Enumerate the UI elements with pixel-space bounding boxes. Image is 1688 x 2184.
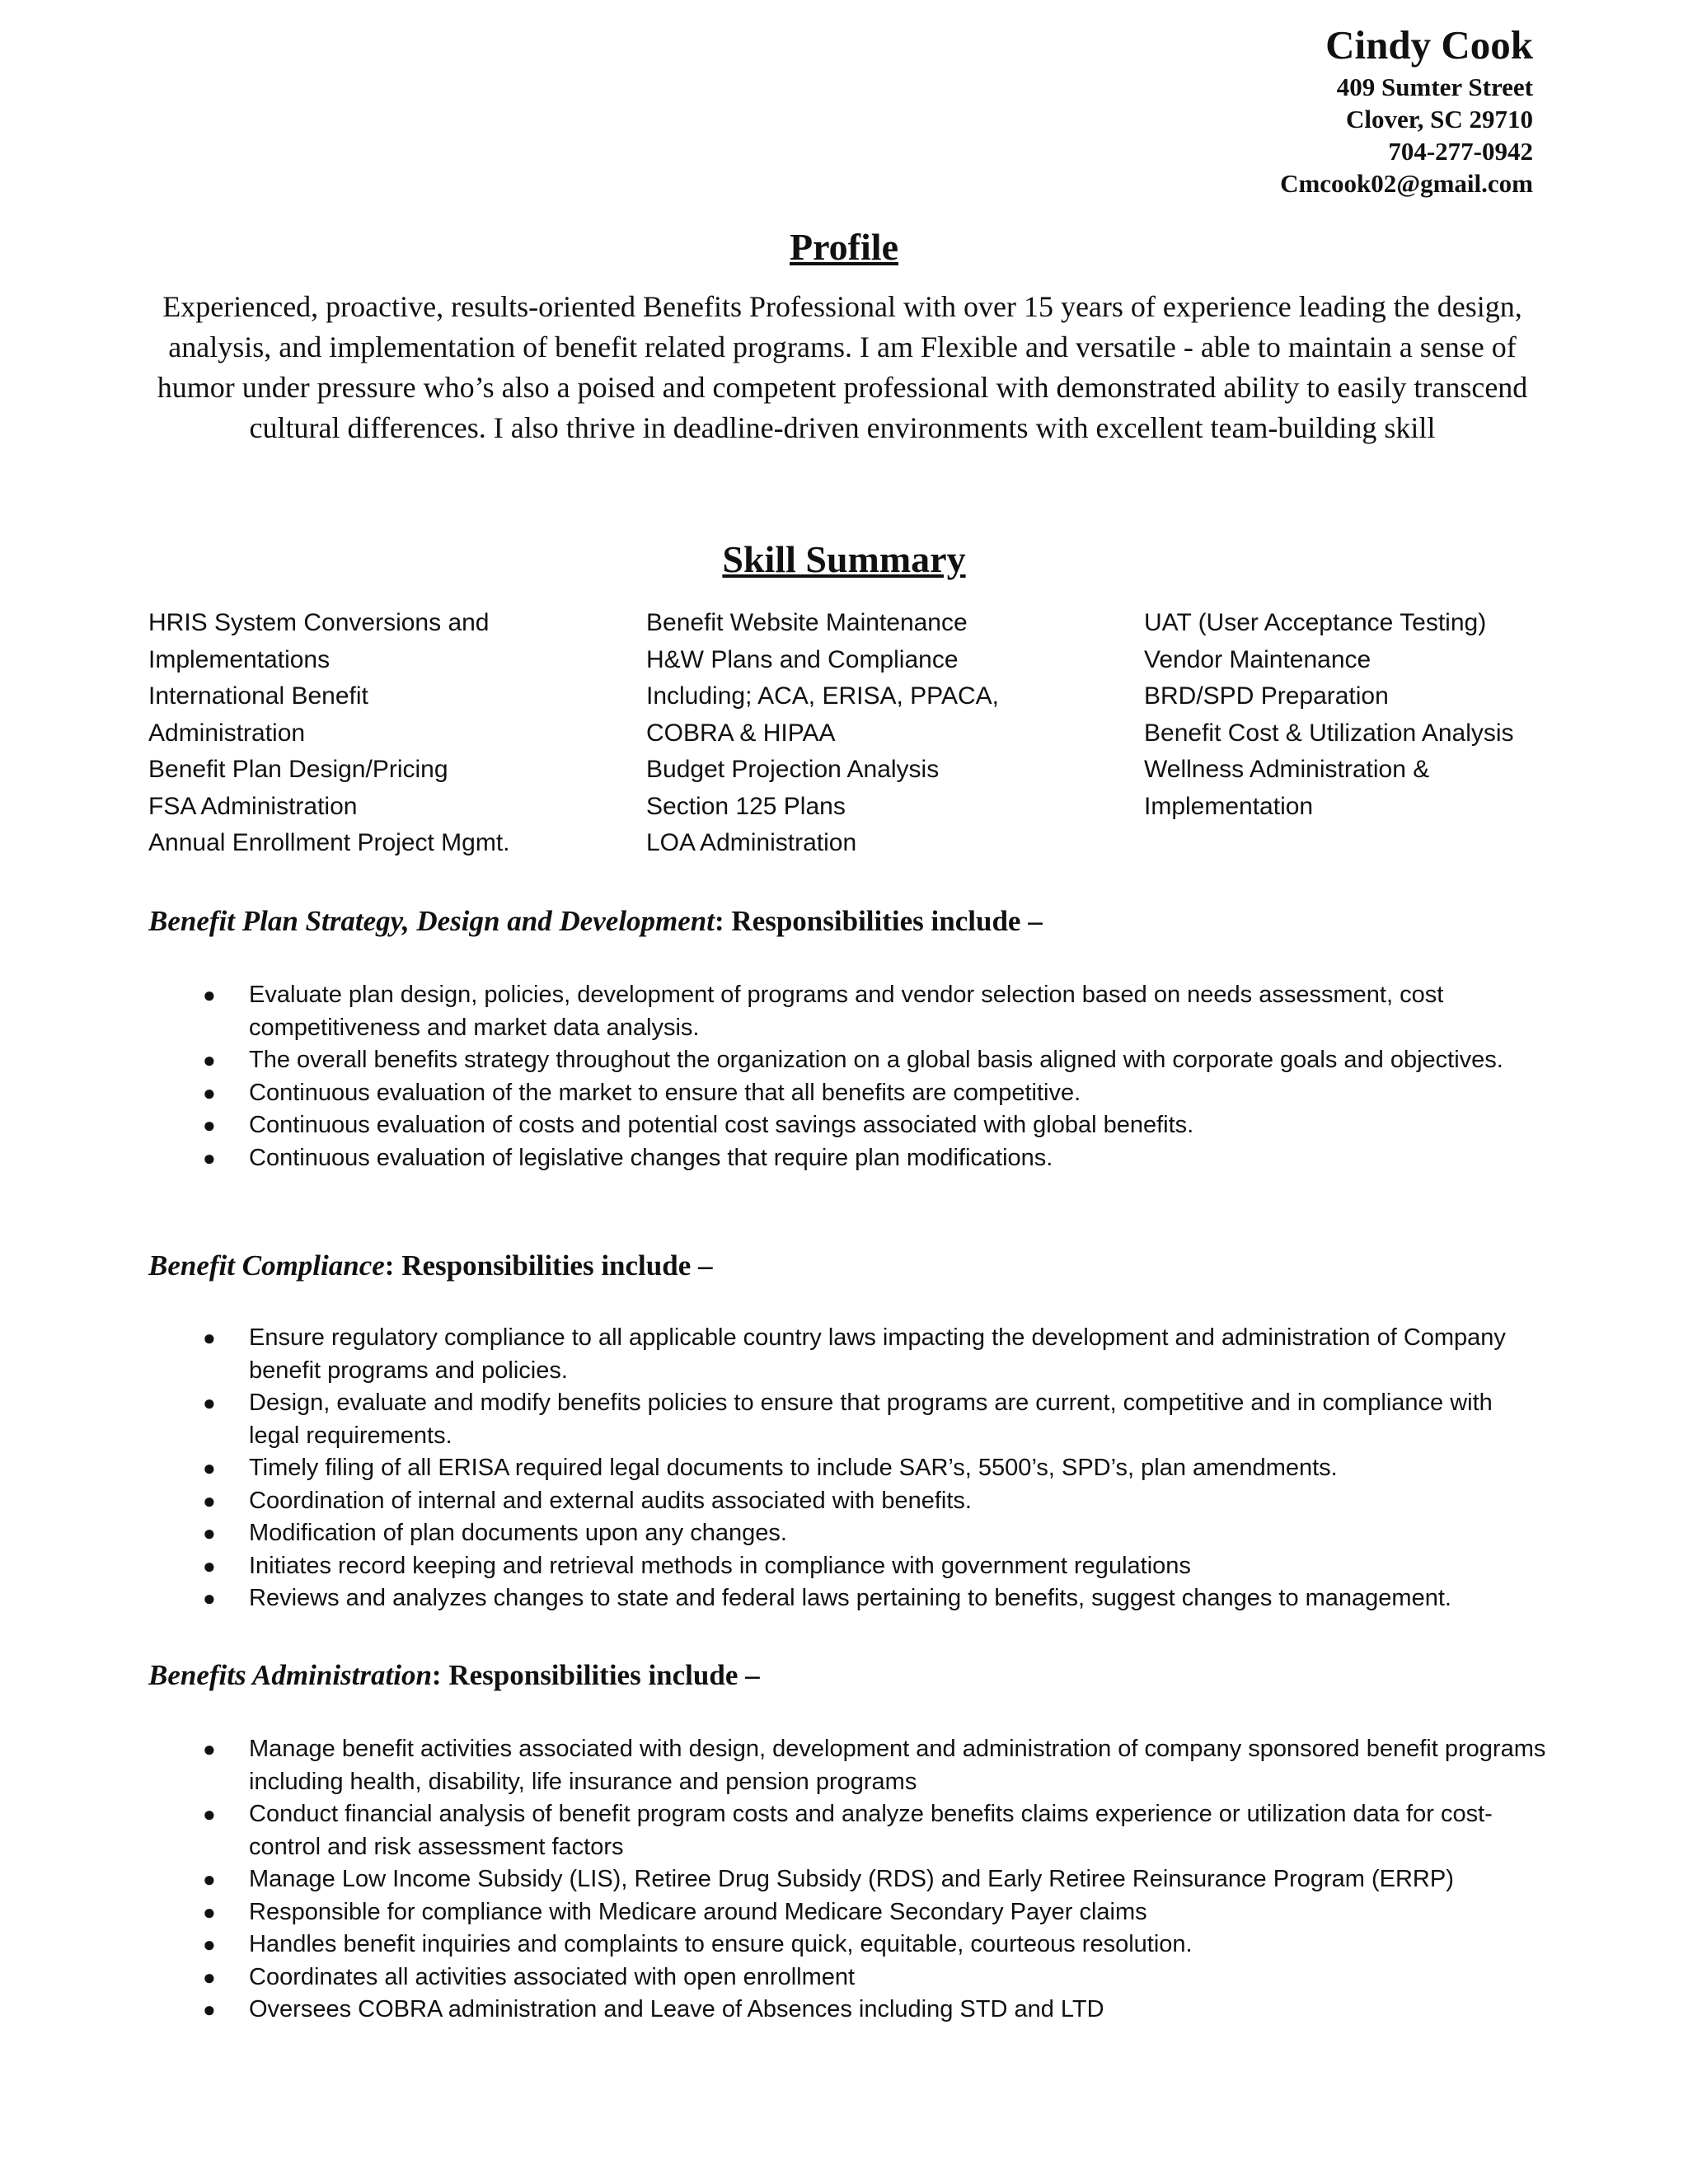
phone-number: 704-277-0942 (1388, 137, 1533, 166)
skill-item: Wellness Administration & (1144, 756, 1430, 783)
skill-item: H&W Plans and Compliance (646, 645, 959, 673)
skill-item: Including; ACA, ERISA, PPACA, (646, 682, 999, 710)
section-title-strategy (148, 903, 1043, 940)
profile-summary: Experienced, proactive, results-oriented Benefits Professional with over 15 years of experience leading the design, analysis, and implementation of benefit related programs. I am Flexible and versatile - able to maintain a sense of humor under pressure who’s also a poised and competent professional with demonstrated ability to easily transcend cultural differences. I also thrive in deadline-driven environments with excellent team-building skill (157, 290, 1528, 444)
list-item-text: Evaluate plan design, policies, development of programs and vendor selection based on needs assessment, cost competitiveness and market data analysis. (249, 982, 1444, 1041)
skill-item: COBRA & HIPAA (646, 719, 836, 747)
list-item (148, 1929, 1550, 1961)
list-item-text: Initiates record keeping and retrieval methods in compliance with government regulations (249, 1552, 1191, 1579)
list-item (148, 1896, 1550, 1929)
section-list-compliance (148, 1322, 1550, 1615)
list-item-text: Coordinates all activities associated with open enrollment (249, 1963, 856, 1990)
bullet-icon: ● (203, 1932, 216, 1957)
bullet-icon: ● (203, 1047, 216, 1072)
skill-item: Annual Enrollment Project Mgmt. (148, 829, 510, 856)
bullet-icon: ● (203, 1325, 216, 1350)
list-item (148, 1994, 1550, 2027)
candidate-name: Cindy Cook (1325, 22, 1533, 68)
list-item (148, 1733, 1550, 1798)
city-state-zip: Clover, SC 29710 (1345, 105, 1533, 134)
list-item (148, 1044, 1550, 1077)
skill-column-2 (646, 605, 999, 862)
list-item (148, 1322, 1550, 1387)
list-item-text: Oversees COBRA administration and Leave of Absences including STD and LTD (249, 1996, 1104, 2022)
email-address: Cmcook02@gmail.com (1280, 169, 1533, 198)
list-item (148, 979, 1550, 1044)
list-item (148, 1142, 1550, 1175)
list-item (148, 1452, 1550, 1485)
bullet-icon: ● (203, 982, 216, 1007)
bullet-icon: ● (203, 1802, 216, 1826)
section-title-compliance (148, 1248, 713, 1284)
list-item-text: Reviews and analyzes changes to state and federal laws pertaining to benefits, suggest changes to management. (249, 1585, 1451, 1611)
section-title-suffix: : Responsibilities include – (715, 905, 1043, 937)
skill-item: UAT (User Acceptance Testing) (1144, 609, 1487, 636)
list-item (148, 1485, 1550, 1518)
skill-item: Vendor Maintenance (1144, 645, 1372, 673)
skill-summary-heading: Skill Summary (722, 538, 966, 580)
list-item (148, 1863, 1550, 1896)
list-item-text: Manage Low Income Subsidy (LIS), Retiree Drug Subsidy (RDS) and Early Retiree Reinsurance Program (ERRP) (249, 1866, 1454, 1892)
list-item-text: Manage benefit activities associated with design, development and administration of company sponsored benefit programs including health, disability, life insurance and pension programs (249, 1736, 1546, 1795)
list-item (148, 1582, 1550, 1615)
section-title-suffix: : Responsibilities include – (431, 1659, 760, 1691)
section-title-text: Benefits Administration (148, 1659, 432, 1691)
contact-block (1280, 20, 1533, 199)
bullet-icon: ● (203, 1145, 216, 1170)
skill-item: Benefit Cost & Utilization Analysis (1144, 719, 1514, 747)
skill-item: International Benefit (148, 682, 368, 710)
section-list-strategy (148, 979, 1550, 1174)
skill-item: Implementations (148, 645, 331, 673)
list-item (148, 1517, 1550, 1550)
bullet-icon: ● (203, 1899, 216, 1924)
section-list-administration (148, 1733, 1550, 2027)
list-item-text: Continuous evaluation of legislative changes that require plan modifications. (249, 1144, 1053, 1171)
bullet-icon: ● (203, 1488, 216, 1513)
bullet-icon: ● (203, 1080, 216, 1105)
skill-item: Budget Projection Analysis (646, 756, 940, 783)
list-item (148, 1387, 1550, 1452)
list-item-text: Ensure regulatory compliance to all applicable country laws impacting the development and administration of Company benefit programs and policies. (249, 1324, 1506, 1384)
skill-item: Implementation (1144, 792, 1314, 820)
bullet-icon: ● (203, 1997, 216, 2022)
skill-item: Benefit Plan Design/Pricing (148, 756, 448, 783)
section-title-suffix: : Responsibilities include – (384, 1249, 713, 1282)
list-item-text: Design, evaluate and modify benefits policies to ensure that programs are current, competitive and in compliance with legal requirements. (249, 1390, 1493, 1449)
list-item-text: Responsible for compliance with Medicare around Medicare Secondary Payer claims (249, 1898, 1147, 1925)
skill-item: BRD/SPD Preparation (1144, 682, 1389, 710)
list-item-text: Timely filing of all ERISA required legal documents to include SAR’s, 5500’s, SPD’s, plan amendments. (249, 1455, 1338, 1481)
list-item-text: Continuous evaluation of the market to ensure that all benefits are competitive. (249, 1079, 1081, 1106)
skill-column-3 (1144, 605, 1514, 825)
list-item (148, 1961, 1550, 1994)
list-item-text: The overall benefits strategy throughout the organization on a global basis aligned with corporate goals and objectives. (249, 1047, 1503, 1073)
skill-item: HRIS System Conversions and (148, 609, 490, 636)
bullet-icon: ● (203, 1113, 216, 1137)
bullet-icon: ● (203, 1455, 216, 1480)
skill-item: Administration (148, 719, 306, 747)
bullet-icon: ● (203, 1964, 216, 1990)
list-item-text: Continuous evaluation of costs and potential cost savings associated with global benefits. (249, 1112, 1194, 1138)
skill-item: Benefit Website Maintenance (646, 609, 968, 636)
list-item-text: Conduct financial analysis of benefit program costs and analyze benefits claims experience or utilization data for cost-control and risk assessment factors (249, 1801, 1493, 1860)
bullet-icon: ● (203, 1553, 216, 1578)
skill-column-1 (148, 605, 510, 862)
skill-item: Section 125 Plans (646, 792, 846, 820)
list-item (148, 1109, 1550, 1142)
bullet-icon: ● (203, 1586, 216, 1610)
list-item (148, 1798, 1550, 1863)
bullet-icon: ● (203, 1867, 216, 1891)
street-address: 409 Sumter Street (1336, 73, 1533, 101)
skill-item: FSA Administration (148, 792, 358, 820)
bullet-icon: ● (203, 1736, 216, 1761)
bullet-icon: ● (203, 1521, 216, 1545)
skill-item: LOA Administration (646, 829, 857, 856)
list-item (148, 1077, 1550, 1110)
profile-heading: Profile (790, 226, 898, 268)
bullet-icon: ● (203, 1390, 216, 1415)
list-item (148, 1550, 1550, 1583)
list-item-text: Modification of plan documents upon any changes. (249, 1520, 787, 1546)
list-item-text: Coordination of internal and external audits associated with benefits. (249, 1487, 972, 1514)
section-title-text: Benefit Plan Strategy, Design and Development (148, 905, 715, 937)
list-item-text: Handles benefit inquiries and complaints to ensure quick, equitable, courteous resolution. (249, 1931, 1193, 1957)
section-title-administration (148, 1657, 760, 1694)
section-title-text: Benefit Compliance (148, 1249, 385, 1282)
